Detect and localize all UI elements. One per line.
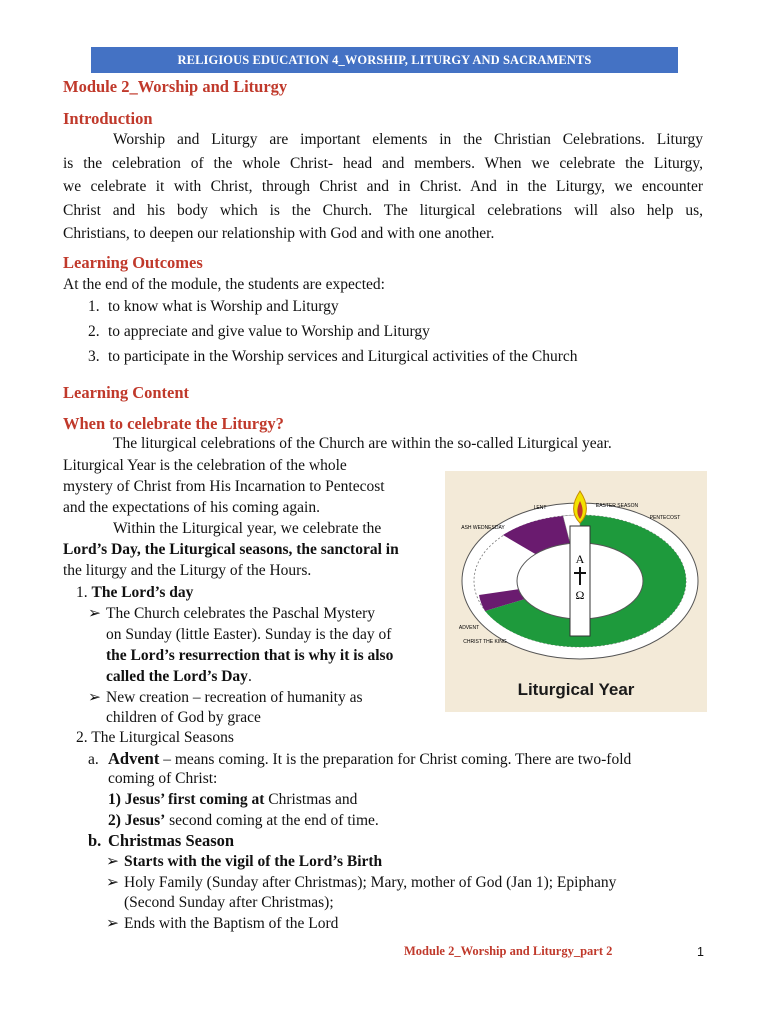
bullet-line: (Second Sunday after Christmas); bbox=[124, 894, 334, 911]
list-item bbox=[88, 346, 578, 367]
bold-text: called the Lord’s Day bbox=[106, 668, 248, 685]
plain-text: Christmas and bbox=[264, 791, 358, 808]
arrow-bullet-icon: ➢ bbox=[106, 853, 119, 870]
liturgical-seasons-item: 2. The Liturgical Seasons bbox=[76, 729, 234, 746]
list-number: 2. bbox=[88, 323, 100, 340]
alpha-symbol: A bbox=[575, 552, 585, 566]
paragraph-line: the liturgy and the Liturgy of the Hours. bbox=[63, 562, 312, 579]
label-christ-the-king: CHRIST THE KING bbox=[463, 639, 507, 645]
bullet-line bbox=[106, 666, 252, 687]
paragraph-line-bold: Lord’s Day, the Liturgical seasons, the sanctoral in bbox=[63, 541, 399, 558]
bullet-text: The Church celebrates the Paschal Mystery bbox=[106, 605, 376, 622]
plain-text: second coming at the end of time. bbox=[165, 812, 379, 829]
intro-line: Christians, to deepen our relationship with God and with one another. bbox=[63, 225, 495, 242]
list-number: 3. bbox=[88, 348, 100, 365]
arrow-bullet-icon: ➢ bbox=[106, 874, 119, 891]
bullet-line-bold: the Lord’s resurrection that is why it is also bbox=[106, 647, 394, 664]
bullet-line bbox=[106, 913, 338, 934]
bullet-line bbox=[88, 687, 363, 708]
list-letter: b. bbox=[88, 831, 102, 850]
bullet-text: Holy Family (Sunday after Christmas); Mary, mother of God (Jan 1); Epiphany bbox=[124, 874, 617, 891]
list-letter: a. bbox=[88, 751, 99, 768]
christmas-title: Christmas Season bbox=[108, 831, 235, 850]
bullet-text: New creation – recreation of humanity as bbox=[106, 689, 363, 706]
when-to-celebrate-heading: When to celebrate the Liturgy? bbox=[63, 414, 284, 433]
page-footer: Module 2_Worship and Liturgy_part 2 bbox=[404, 944, 613, 958]
label-lent: LENT bbox=[533, 505, 547, 511]
list-number: 1. bbox=[76, 584, 88, 601]
list-text: to appreciate and give value to Worship and Liturgy bbox=[108, 323, 430, 340]
christmas-season-item bbox=[88, 830, 234, 851]
bold-text: 1) Jesus’ first coming at bbox=[108, 791, 265, 808]
paragraph-line: and the expectations of his coming again. bbox=[63, 499, 320, 516]
intro-line: is the celebration of the whole Christ- head and members. When we celebrate the Liturgy, bbox=[63, 154, 703, 172]
advent-line bbox=[108, 789, 357, 810]
list-item bbox=[88, 321, 430, 342]
liturgical-year-figure bbox=[445, 471, 707, 712]
bullet-line: on Sunday (little Easter). Sunday is the day of bbox=[106, 626, 392, 643]
intro-line: we celebrate it with Christ, through Christ and in Christ. And in the Liturgy, we encounter bbox=[63, 178, 703, 195]
paragraph-line: Within the Liturgical year, we celebrate the bbox=[113, 520, 382, 537]
advent-text: – means coming. It is the preparation for Christ coming. There are two-fold bbox=[159, 751, 632, 768]
lords-day-item bbox=[76, 582, 193, 603]
bullet-line: children of God by grace bbox=[106, 709, 261, 726]
advent-line bbox=[108, 810, 379, 831]
outcomes-lead: At the end of the module, the students are expected: bbox=[63, 276, 385, 293]
lords-day-title: The Lord’s day bbox=[91, 584, 194, 601]
figure-caption: Liturgical Year bbox=[517, 680, 635, 699]
module-title: Module 2_Worship and Liturgy bbox=[63, 77, 288, 96]
introduction-paragraph bbox=[63, 128, 703, 246]
bullet-text: Ends with the Baptism of the Lord bbox=[124, 915, 339, 932]
punctuation: . bbox=[247, 668, 252, 685]
bullet-line bbox=[88, 603, 375, 624]
omega-symbol: Ω bbox=[575, 588, 585, 602]
learning-content-heading: Learning Content bbox=[63, 383, 190, 402]
bullet-line bbox=[106, 872, 616, 893]
bullet-line bbox=[106, 851, 382, 872]
intro-line: Christ and his body which is the Church. The liturgical celebrations will also help us, bbox=[63, 201, 703, 219]
advent-line: coming of Christ: bbox=[108, 770, 218, 787]
paragraph-line: Liturgical Year is the celebration of the whole bbox=[63, 457, 347, 474]
advent-title: Advent bbox=[108, 749, 160, 768]
introduction-heading: Introduction bbox=[63, 109, 153, 128]
list-item bbox=[88, 296, 339, 317]
page-number: 1 bbox=[697, 945, 704, 959]
learning-outcomes-heading: Learning Outcomes bbox=[63, 253, 203, 272]
list-text: to know what is Worship and Liturgy bbox=[108, 298, 339, 315]
list-number: 1. bbox=[88, 298, 100, 315]
bold-text: 2) Jesus’ bbox=[108, 812, 166, 829]
label-easter-season: EASTER SEASON bbox=[595, 503, 639, 509]
intro-line: Worship and Liturgy are important elements in the Christian Celebrations. Liturgy bbox=[113, 131, 703, 148]
header-banner: RELIGIOUS EDUCATION 4_WORSHIP, LITURGY AND SACRAMENTS bbox=[91, 47, 678, 73]
paragraph-line: mystery of Christ from His Incarnation to Pentecost bbox=[63, 478, 385, 495]
arrow-bullet-icon: ➢ bbox=[88, 605, 101, 622]
advent-item bbox=[88, 748, 631, 770]
arrow-bullet-icon: ➢ bbox=[88, 689, 101, 706]
label-ash-wednesday: ASH WEDNESDAY bbox=[461, 525, 505, 531]
list-text: to participate in the Worship services and Liturgical activities of the Church bbox=[108, 348, 578, 365]
bullet-text: Starts with the vigil of the Lord’s Birth bbox=[124, 853, 383, 870]
label-advent: ADVENT bbox=[458, 625, 480, 631]
arrow-bullet-icon: ➢ bbox=[106, 915, 119, 932]
label-pentecost: PENTECOST bbox=[649, 515, 681, 521]
paragraph-line: The liturgical celebrations of the Church are within the so-called Liturgical year. bbox=[113, 435, 612, 452]
